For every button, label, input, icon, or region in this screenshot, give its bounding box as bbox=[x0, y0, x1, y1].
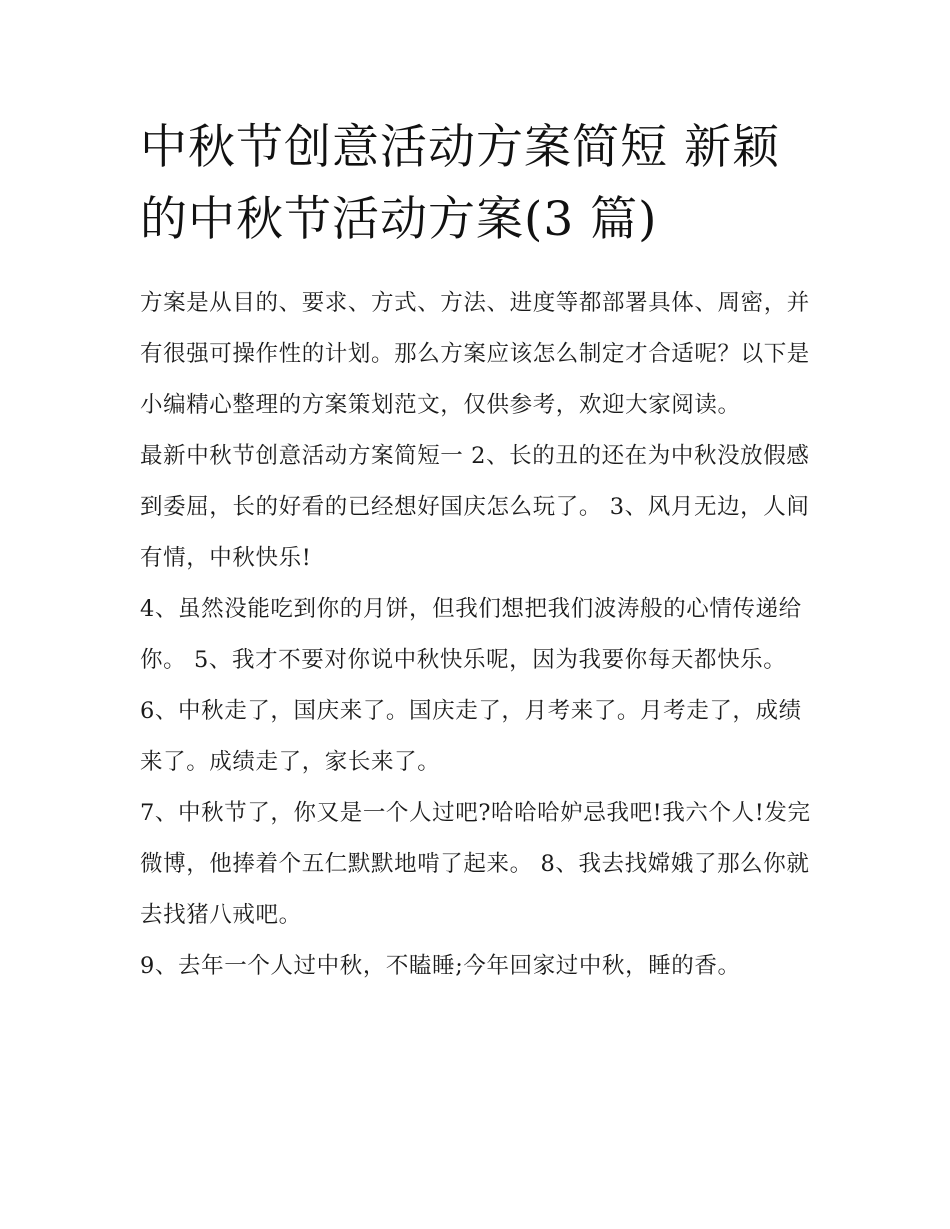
paragraph-2: 4、虽然没能吃到你的月饼，但我们想把我们波涛般的心情传递给你。 5、我才不要对你说中秋快乐呢，因为我要你每天都快乐。 bbox=[140, 596, 802, 673]
paragraph-3: 6、中秋走了，国庆来了。国庆走了，月考来了。月考走了，成绩来了。成绩走了，家长来了。 bbox=[140, 698, 802, 775]
paragraph-5: 9、去年一个人过中秋，不瞌睡;今年回家过中秋，睡的香。 bbox=[140, 953, 741, 979]
document-title: 中秋节创意活动方案简短 新颖的中秋节活动方案(3 篇) bbox=[140, 120, 780, 247]
document-page bbox=[140, 112, 812, 992]
paragraph-4: 7、中秋节了，你又是一个人过吧?哈哈哈妒忌我吧!我六个人!发完微博，他捧着个五仁默默地啃了起来。 8、我去找嫦娥了那么你就去找猪八戒吧。 bbox=[140, 800, 811, 928]
paragraph-intro: 方案是从目的、要求、方式、方法、进度等都部署具体、周密，并有很强可操作性的计划。那么方案应该怎么制定才合适呢？以下是小编精心整理的方案策划范文，仅供参考，欢迎大家阅读。 bbox=[140, 290, 810, 418]
paragraph-1: 最新中秋节创意活动方案简短一 2、长的丑的还在为中秋没放假感到委屈，长的好看的已经想好国庆怎么玩了。 3、风月无边，人间有情，中秋快乐! bbox=[140, 443, 810, 571]
